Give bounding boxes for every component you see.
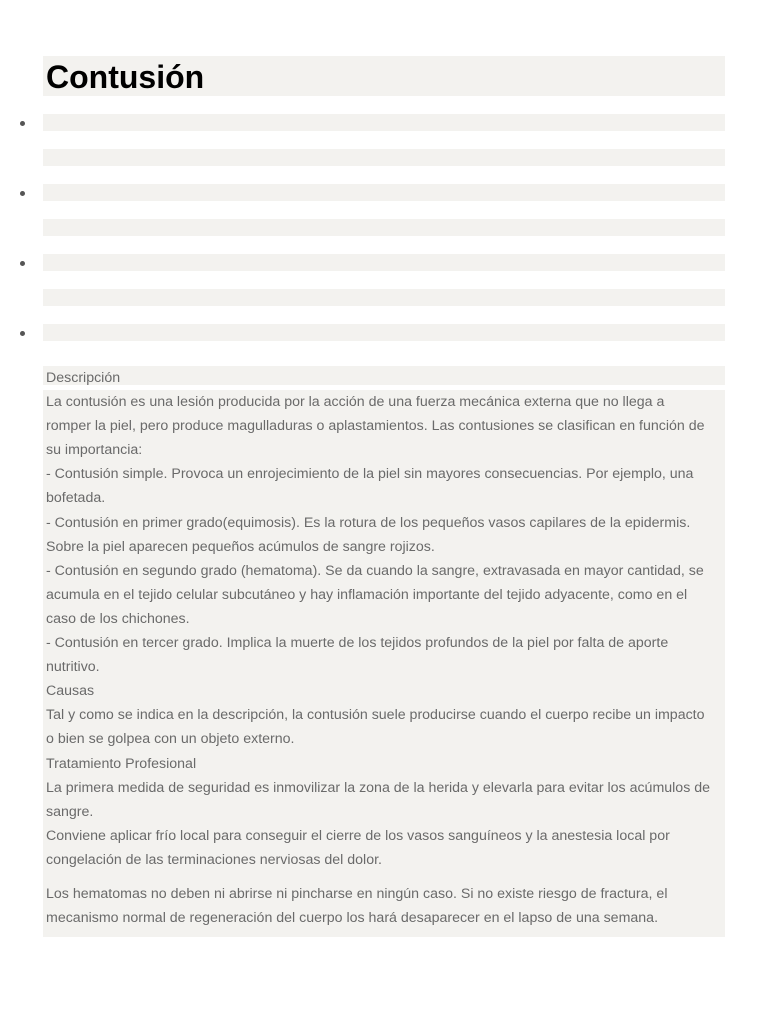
body-line: Tal y como se indica en la descripción, la contusión suele producirse cuando el cuerpo recibe un impacto (46, 707, 705, 724)
bullet-icon (20, 191, 25, 196)
page-title: Contusión (46, 59, 205, 95)
bullet-icon (20, 121, 25, 126)
body-line: La primera medida de seguridad es inmovilizar la zona de la herida y elevarla para evitar los acúmulos de (46, 779, 711, 796)
body-line: - Contusión simple. Provoca un enrojecimiento de la piel sin mayores consecuencias. Por ejemplo, una (46, 466, 694, 483)
body-line: bofetada. (46, 490, 106, 507)
list-item-band (43, 184, 725, 201)
list-item-band (43, 289, 725, 306)
body-line: Sobre la piel aparecen pequeños acúmulos de sangre rojizos. (46, 538, 435, 555)
list-item-band (43, 219, 725, 236)
body-line: caso de los chichones. (46, 610, 190, 627)
body-line: nutritivo. (46, 659, 100, 676)
body-line: sangre. (46, 803, 94, 820)
bullet-icon (20, 261, 25, 266)
body-line: - Contusión en primer grado(equimosis). Es la rotura de los pequeños vasos capilares de la epidermis. (46, 514, 691, 531)
list-item-band (43, 114, 725, 131)
bullet-icon (20, 331, 25, 336)
paragraph-gap (46, 872, 724, 882)
body-line: mecanismo normal de regeneración del cuerpo los hará desaparecer en el lapso de una semana. (46, 910, 659, 927)
body-line: romper la piel, pero produce magulladuras o aplastamientos. Las contusiones se clasifican en función de (46, 418, 705, 435)
body-line: o bien se golpea con un objeto externo. (46, 731, 295, 748)
section-heading-descripcion: Descripción (46, 370, 121, 386)
list-item-band (43, 324, 725, 341)
body-line: congelación de las terminaciones nerviosas del dolor. (46, 851, 382, 868)
list-item-band (43, 254, 725, 271)
body-line: Conviene aplicar frío local para conseguir el cierre de los vasos sanguíneos y la anestesia local por (46, 827, 670, 844)
list-item-band (43, 149, 725, 166)
body-line: - Contusión en tercer grado. Implica la muerte de los tejidos profundos de la piel por falta de aporte (46, 635, 669, 652)
section-heading-tratamiento: Tratamiento Profesional (46, 755, 197, 772)
body-line: La contusión es una lesión producida por la acción de una fuerza mecánica externa que no llega a (46, 394, 665, 411)
section-heading-causas: Causas (46, 683, 95, 700)
article-body (46, 366, 724, 930)
body-line: - Contusión en segundo grado (hematoma). Se da cuando la sangre, extravasada en mayor cantidad, se (46, 562, 704, 579)
body-line: Los hematomas no deben ni abrirse ni pincharse en ningún caso. Si no existe riesgo de fractura, el (46, 885, 668, 902)
body-line: su importancia: (46, 442, 143, 459)
body-line: acumula en el tejido celular subcutáneo y hay inflamación importante del tejido adyacente, como en el (46, 586, 688, 603)
